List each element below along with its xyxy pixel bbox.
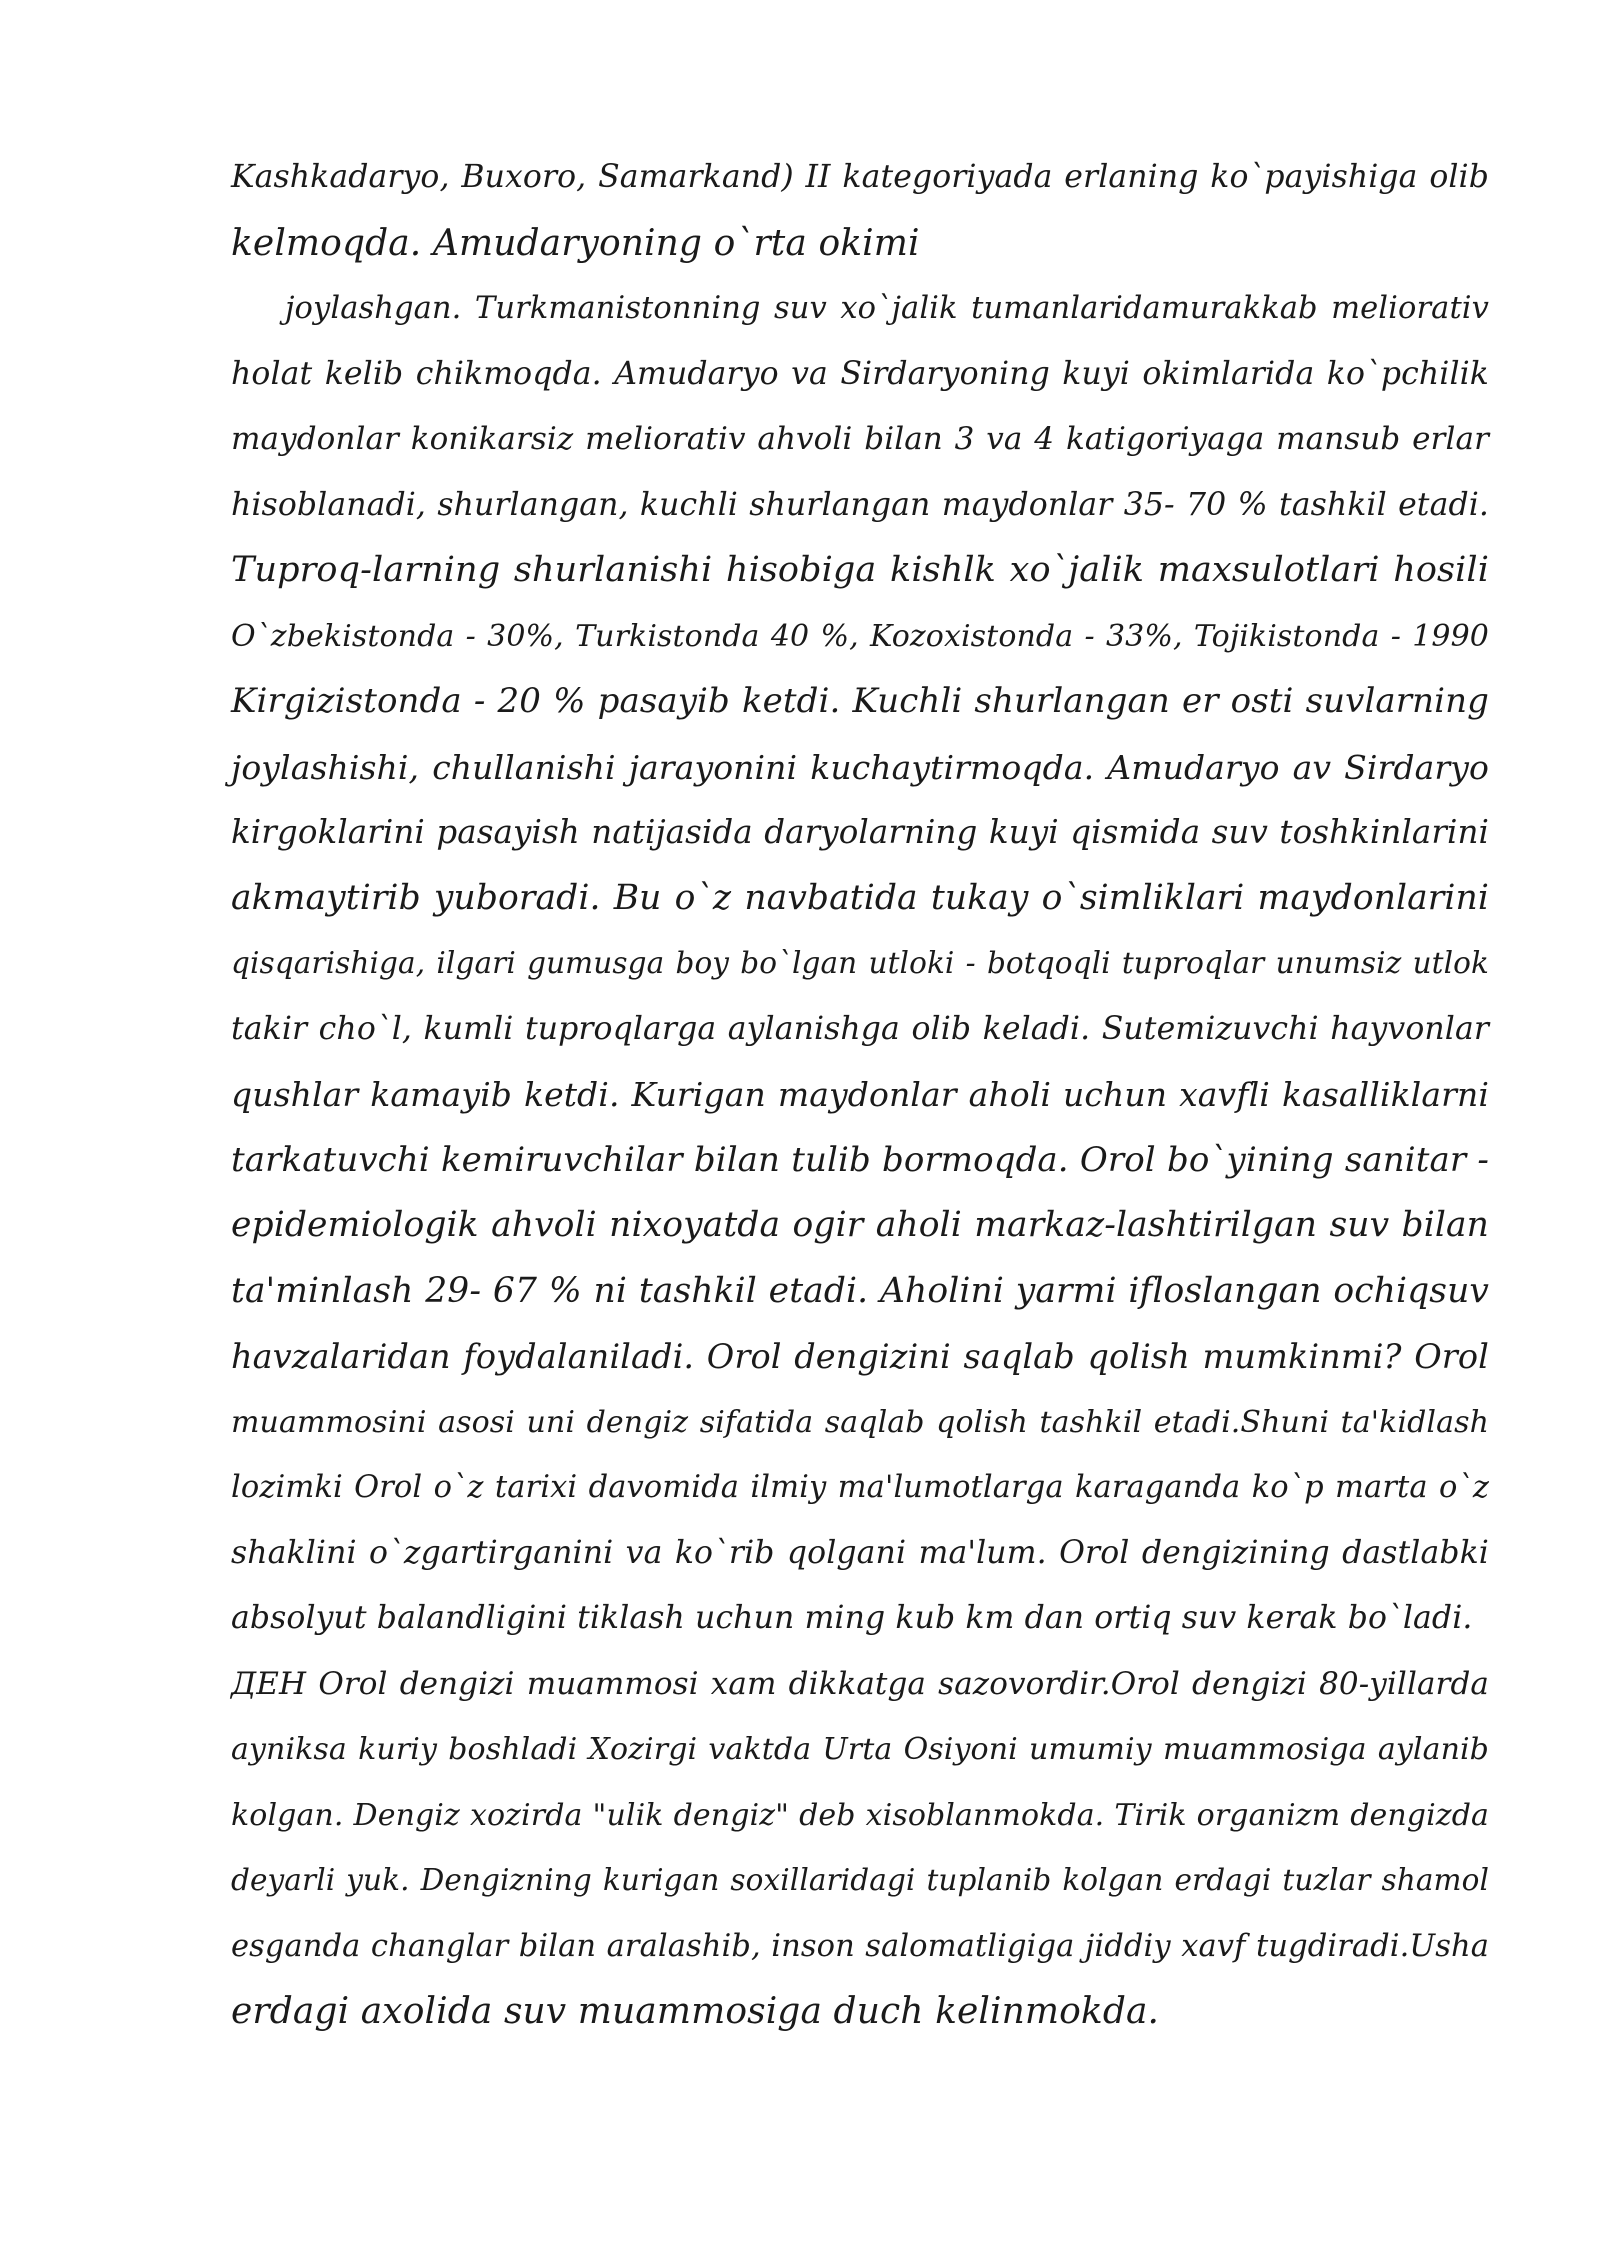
text-line: ayniksa kuriy boshladi Xozirgi vaktda Urta Osiyoni umumiy muammosiga aylanib — [231, 1732, 1489, 1767]
text-line: epidemiologik ahvoli nixoyatda ogir aholi markaz-lashtirilgan suv bilan — [231, 1205, 1489, 1245]
text-line: deyarli yuk. Dengizning kurigan soxillaridagi tuplanib kolgan erdagi tuzlar shamol — [231, 1863, 1489, 1897]
text-line: ДЕН Orol dengizi muammosi xam dikkatga sazovordir.Orol dengizi 80-yillarda — [231, 1665, 1489, 1702]
text-line: havzalaridan foydalaniladi. Orol dengizini saqlab qolish mumkinmi? Orol — [231, 1337, 1489, 1376]
text-line: shaklini o`zgartirganini va ko`rib qolgani ma'lum. Orol dengizining dastlabki — [231, 1534, 1489, 1571]
text-line: joylashishi, chullanishi jarayonini kuchaytirmoqda. Amudaryo av Sirdaryo — [231, 747, 1489, 787]
text-line: holat kelib chikmoqda. Amudaryo va Sirdaryoning kuyi okimlarida ko`pchilik — [231, 355, 1489, 392]
text-line: Kirgizistonda - 20 % pasayib ketdi. Kuchli shurlangan er osti suvlarning — [231, 681, 1489, 721]
text-line: hisoblanadi, shurlangan, kuchli shurlangan maydonlar 35- 70 % tashkil etadi. — [231, 486, 1489, 523]
body-text — [231, 145, 1489, 2045]
text-line: kolgan. Dengiz xozirda "ulik dengiz" deb xisoblanmokda. Tirik organizm dengizda — [231, 1797, 1489, 1833]
text-line: absolyut balandligini tiklash uchun ming kub km dan ortiq suv kerak bo`ladi. — [231, 1600, 1473, 1636]
text-line: ta'minlash 29- 67 % ni tashkil etadi. Aholini yarmi ifloslangan ochiqsuv — [231, 1270, 1489, 1311]
text-line: Tuproq-larning shurlanishi hisobiga kishlk xo`jalik maxsulotlari hosili — [231, 550, 1489, 590]
text-line: erdagi axolida suv muammosiga duch kelinmokda. — [231, 1991, 1160, 2032]
text-line: O`zbekistonda - 30%, Turkistonda 40 %, Kozoxistonda - 33%, Tojikistonda - 1990 — [231, 618, 1489, 654]
text-line: takir cho`l, kumli tuproqlarga aylanishga olib keladi. Sutemizuvchi hayvonlar — [231, 1010, 1489, 1047]
text-line: tarkatuvchi kemiruvchilar bilan tulib bormoqda. Orol bo`yining sanitar - — [231, 1139, 1489, 1180]
text-line: muammosini asosi uni dengiz sifatida saqlab qolish tashkil etadi.Shuni ta'kidlash — [231, 1404, 1489, 1440]
text-line: Kashkadaryo, Buxoro, Samarkand) II kategoriyada erlaning ko`payishiga olib — [231, 159, 1489, 195]
text-line: kelmoqda. Amudaryoning o`rta okimi — [231, 222, 920, 264]
text-line: lozimki Orol o`z tarixi davomida ilmiy ma'lumotlarga karaganda ko`p marta o`z — [231, 1470, 1489, 1505]
text-line: maydonlar konikarsiz meliorativ ahvoli bilan 3 va 4 katigoriyaga mansub erlar — [231, 421, 1489, 457]
text-line: akmaytirib yuboradi. Bu o`z navbatida tukay o`simliklari maydonlarini — [231, 877, 1489, 918]
text-line: qisqarishiga, ilgari gumusga boy bo`lgan utloki - botqoqli tuproqlar unumsiz utlok — [231, 946, 1489, 980]
text-line: joylashgan. Turkmanistonning suv xo`jalik tumanlaridamurakkab meliorativ — [285, 291, 1489, 326]
text-line: kirgoklarini pasayish natijasida daryolarning kuyi qismida suv toshkinlarini — [231, 813, 1489, 851]
text-line: esganda changlar bilan aralashib, inson salomatligiga jiddiy xavf tugdiradi.Usha — [231, 1928, 1489, 1964]
text-line: qushlar kamayib ketdi. Kurigan maydonlar aholi uchun xavfli kasalliklarni — [231, 1075, 1489, 1114]
